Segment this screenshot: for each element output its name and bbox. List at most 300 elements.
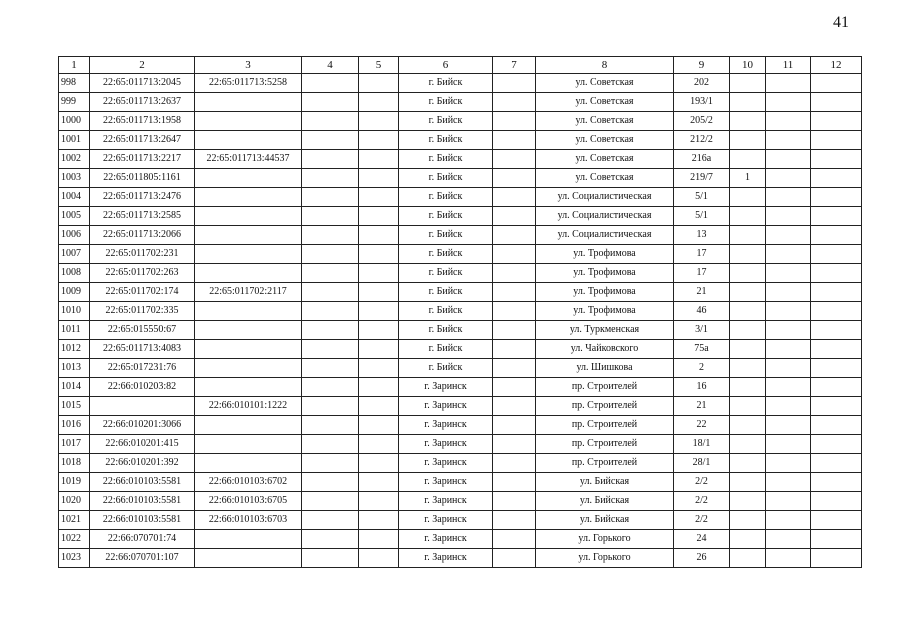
table-cell xyxy=(359,226,399,245)
table-cell xyxy=(359,549,399,568)
table-cell: ул. Бийская xyxy=(536,492,674,511)
table-cell xyxy=(766,454,811,473)
table-cell: 22:65:011702:231 xyxy=(90,245,195,264)
table-cell xyxy=(766,473,811,492)
table-cell: ул. Советская xyxy=(536,169,674,188)
table-cell xyxy=(766,321,811,340)
table-cell: 22:65:011713:2476 xyxy=(90,188,195,207)
table-cell: 22:66:010103:6703 xyxy=(195,511,302,530)
table-cell xyxy=(195,549,302,568)
table-cell: 1014 xyxy=(59,378,90,397)
table-cell xyxy=(493,492,536,511)
table-cell xyxy=(302,378,359,397)
table-cell xyxy=(195,93,302,112)
table-cell: 1011 xyxy=(59,321,90,340)
table-cell: 1 xyxy=(730,169,766,188)
table-cell: 193/1 xyxy=(674,93,730,112)
table-cell: г. Заринск xyxy=(399,435,493,454)
table-cell xyxy=(359,93,399,112)
table-cell xyxy=(493,435,536,454)
table-cell xyxy=(766,492,811,511)
table-cell xyxy=(811,226,862,245)
table-cell: ул. Бийская xyxy=(536,511,674,530)
table-cell xyxy=(730,397,766,416)
table-cell: 22:66:010103:5581 xyxy=(90,473,195,492)
table-cell: 22:65:011713:44537 xyxy=(195,150,302,169)
table-cell xyxy=(195,378,302,397)
table-cell: г. Бийск xyxy=(399,169,493,188)
table-cell xyxy=(302,416,359,435)
table-cell xyxy=(493,530,536,549)
table-cell xyxy=(493,150,536,169)
table-cell xyxy=(811,169,862,188)
table-cell: 1015 xyxy=(59,397,90,416)
table-row xyxy=(59,397,862,416)
table-cell: г. Заринск xyxy=(399,511,493,530)
table-cell xyxy=(766,226,811,245)
table-cell xyxy=(730,340,766,359)
table-cell: 22:65:015550:67 xyxy=(90,321,195,340)
table-cell xyxy=(493,283,536,302)
table-cell xyxy=(302,226,359,245)
table-cell xyxy=(766,378,811,397)
table-cell xyxy=(730,416,766,435)
table-cell xyxy=(766,131,811,150)
table-cell xyxy=(359,321,399,340)
table-cell xyxy=(359,188,399,207)
table-cell: ул. Трофимова xyxy=(536,283,674,302)
table-cell: 2 xyxy=(674,359,730,378)
column-header-5: 5 xyxy=(359,57,399,74)
table-cell xyxy=(493,511,536,530)
table-cell xyxy=(493,112,536,131)
table-cell xyxy=(811,112,862,131)
table-cell xyxy=(359,340,399,359)
table-cell: 22:65:011713:2045 xyxy=(90,74,195,93)
table-cell: 16 xyxy=(674,378,730,397)
table-cell xyxy=(359,454,399,473)
table-cell: 22:66:010201:415 xyxy=(90,435,195,454)
table-cell: ул. Социалистическая xyxy=(536,207,674,226)
table-cell xyxy=(811,93,862,112)
table-cell: ул. Шишкова xyxy=(536,359,674,378)
table-cell: 22:66:010201:3066 xyxy=(90,416,195,435)
table-row xyxy=(59,188,862,207)
table-cell xyxy=(766,207,811,226)
table-cell: ул. Трофимова xyxy=(536,302,674,321)
table-row xyxy=(59,321,862,340)
table-cell: 1007 xyxy=(59,245,90,264)
table-cell xyxy=(766,74,811,93)
table-cell xyxy=(493,245,536,264)
table-cell xyxy=(766,530,811,549)
table-cell xyxy=(359,397,399,416)
table-cell: ул. Горького xyxy=(536,530,674,549)
table-cell xyxy=(811,397,862,416)
table-cell xyxy=(730,226,766,245)
table-cell: г. Бийск xyxy=(399,112,493,131)
table-cell xyxy=(195,454,302,473)
table-cell xyxy=(493,207,536,226)
table-cell xyxy=(766,397,811,416)
table-cell: 22:65:011713:2585 xyxy=(90,207,195,226)
table-cell: г. Бийск xyxy=(399,150,493,169)
table-cell xyxy=(302,188,359,207)
table-cell xyxy=(493,321,536,340)
table-cell xyxy=(730,378,766,397)
table-cell: 1008 xyxy=(59,264,90,283)
table-cell xyxy=(302,530,359,549)
table-cell: г. Заринск xyxy=(399,549,493,568)
table-cell xyxy=(302,150,359,169)
table-cell: 22:65:011702:335 xyxy=(90,302,195,321)
table-cell xyxy=(493,340,536,359)
table-cell xyxy=(195,321,302,340)
table-cell: 22:66:010203:82 xyxy=(90,378,195,397)
table-cell: 5/1 xyxy=(674,207,730,226)
table-cell: 22:66:010201:392 xyxy=(90,454,195,473)
table-cell: 1002 xyxy=(59,150,90,169)
table-cell: г. Бийск xyxy=(399,131,493,150)
column-header-2: 2 xyxy=(90,57,195,74)
table-cell: г. Бийск xyxy=(399,264,493,283)
table-cell: 1023 xyxy=(59,549,90,568)
table-cell xyxy=(730,549,766,568)
table-cell: 202 xyxy=(674,74,730,93)
table-cell xyxy=(766,359,811,378)
table-row xyxy=(59,112,862,131)
table-cell: 22:66:010103:6702 xyxy=(195,473,302,492)
table-cell xyxy=(302,549,359,568)
table-cell: 13 xyxy=(674,226,730,245)
table-cell xyxy=(302,340,359,359)
table-row xyxy=(59,131,862,150)
table-cell: 1004 xyxy=(59,188,90,207)
table-row xyxy=(59,340,862,359)
table-cell: 22:65:011713:2217 xyxy=(90,150,195,169)
table-cell xyxy=(730,93,766,112)
table-cell: г. Бийск xyxy=(399,93,493,112)
table-cell: 1013 xyxy=(59,359,90,378)
table-cell: ул. Советская xyxy=(536,112,674,131)
table-cell xyxy=(811,207,862,226)
table-cell xyxy=(493,473,536,492)
table-cell xyxy=(195,207,302,226)
table-cell: г. Заринск xyxy=(399,397,493,416)
table-cell xyxy=(730,74,766,93)
table-cell xyxy=(730,454,766,473)
table-cell: ул. Советская xyxy=(536,131,674,150)
table-cell: ул. Трофимова xyxy=(536,264,674,283)
table-cell: 1020 xyxy=(59,492,90,511)
table-cell: 22:66:070701:107 xyxy=(90,549,195,568)
header-row xyxy=(59,57,862,74)
table-cell xyxy=(195,245,302,264)
table-cell xyxy=(811,74,862,93)
table-cell xyxy=(493,549,536,568)
table-cell xyxy=(811,378,862,397)
table-cell xyxy=(195,340,302,359)
table-cell xyxy=(302,435,359,454)
table-cell: 22:65:011702:263 xyxy=(90,264,195,283)
table-cell xyxy=(766,169,811,188)
table-cell xyxy=(730,112,766,131)
table-cell xyxy=(195,169,302,188)
table-cell: ул. Горького xyxy=(536,549,674,568)
table-cell xyxy=(493,169,536,188)
table-cell: 28/1 xyxy=(674,454,730,473)
table-cell xyxy=(493,302,536,321)
table-cell: 22:65:011713:1958 xyxy=(90,112,195,131)
table-cell: 22:65:011713:4083 xyxy=(90,340,195,359)
table-cell xyxy=(195,112,302,131)
table-cell: 22:66:010103:5581 xyxy=(90,492,195,511)
table-cell: пр. Строителей xyxy=(536,454,674,473)
table-cell xyxy=(730,150,766,169)
table-row xyxy=(59,302,862,321)
table-cell xyxy=(766,188,811,207)
table-cell: 1018 xyxy=(59,454,90,473)
table-cell xyxy=(811,416,862,435)
table-row xyxy=(59,150,862,169)
table-cell: г. Бийск xyxy=(399,74,493,93)
table-cell xyxy=(195,188,302,207)
table-row xyxy=(59,226,862,245)
table-cell: 26 xyxy=(674,549,730,568)
column-header-8: 8 xyxy=(536,57,674,74)
table-cell xyxy=(359,74,399,93)
table-cell xyxy=(359,302,399,321)
table-cell: ул. Туркменская xyxy=(536,321,674,340)
table-cell: г. Заринск xyxy=(399,530,493,549)
table-cell xyxy=(730,207,766,226)
table-cell: 22:66:070701:74 xyxy=(90,530,195,549)
table-cell xyxy=(302,283,359,302)
table-cell xyxy=(302,264,359,283)
table-cell xyxy=(359,511,399,530)
table-cell xyxy=(359,378,399,397)
column-header-6: 6 xyxy=(399,57,493,74)
table-cell: 21 xyxy=(674,397,730,416)
table-cell xyxy=(493,93,536,112)
table-row xyxy=(59,549,862,568)
table-cell: г. Бийск xyxy=(399,207,493,226)
table-cell: 216а xyxy=(674,150,730,169)
table-row xyxy=(59,492,862,511)
table-cell: 2/2 xyxy=(674,473,730,492)
table-cell xyxy=(302,454,359,473)
column-header-9: 9 xyxy=(674,57,730,74)
table-cell xyxy=(766,93,811,112)
table-cell: 17 xyxy=(674,264,730,283)
table-cell xyxy=(730,245,766,264)
column-header-4: 4 xyxy=(302,57,359,74)
table-cell: 2/2 xyxy=(674,511,730,530)
table-cell xyxy=(730,302,766,321)
table-cell xyxy=(730,131,766,150)
table-cell: 1001 xyxy=(59,131,90,150)
table-cell xyxy=(766,549,811,568)
table-cell: 219/7 xyxy=(674,169,730,188)
table-cell xyxy=(730,283,766,302)
table-cell: пр. Строителей xyxy=(536,435,674,454)
table-cell: г. Заринск xyxy=(399,378,493,397)
table-cell xyxy=(195,131,302,150)
table-cell xyxy=(302,321,359,340)
table-cell: пр. Строителей xyxy=(536,378,674,397)
table-cell xyxy=(493,416,536,435)
table-cell: г. Бийск xyxy=(399,188,493,207)
table-cell xyxy=(730,530,766,549)
table-cell: ул. Трофимова xyxy=(536,245,674,264)
table-cell: г. Бийск xyxy=(399,245,493,264)
table-cell: пр. Строителей xyxy=(536,397,674,416)
table-cell xyxy=(811,454,862,473)
table-cell: 22:65:011713:5258 xyxy=(195,74,302,93)
table-cell xyxy=(359,435,399,454)
table-cell: г. Бийск xyxy=(399,359,493,378)
table-cell: 22:65:011713:2637 xyxy=(90,93,195,112)
table-row xyxy=(59,264,862,283)
table-cell xyxy=(359,112,399,131)
table-row xyxy=(59,245,862,264)
table-cell: 1016 xyxy=(59,416,90,435)
table-cell xyxy=(811,150,862,169)
table-cell xyxy=(493,359,536,378)
table-cell xyxy=(811,264,862,283)
table-cell: 22:66:010103:6705 xyxy=(195,492,302,511)
table-cell xyxy=(302,492,359,511)
column-header-1: 1 xyxy=(59,57,90,74)
table-cell xyxy=(359,131,399,150)
column-header-10: 10 xyxy=(730,57,766,74)
table-cell xyxy=(359,150,399,169)
table-cell: 22:65:011713:2647 xyxy=(90,131,195,150)
table-cell: г. Бийск xyxy=(399,340,493,359)
table-cell xyxy=(766,511,811,530)
table-cell: 999 xyxy=(59,93,90,112)
table-cell xyxy=(811,473,862,492)
table-cell xyxy=(730,359,766,378)
table-cell: 18/1 xyxy=(674,435,730,454)
table-cell: ул. Советская xyxy=(536,150,674,169)
table-cell xyxy=(811,492,862,511)
table-cell xyxy=(302,245,359,264)
table-cell xyxy=(195,435,302,454)
table-cell xyxy=(730,188,766,207)
table-cell xyxy=(811,245,862,264)
table-cell xyxy=(766,245,811,264)
table-cell xyxy=(811,302,862,321)
table-cell xyxy=(766,340,811,359)
table-cell: ул. Бийская xyxy=(536,473,674,492)
table-cell: 21 xyxy=(674,283,730,302)
table-cell: 22:66:010101:1222 xyxy=(195,397,302,416)
table-cell xyxy=(359,207,399,226)
table-cell xyxy=(359,245,399,264)
table-cell xyxy=(730,321,766,340)
table-cell xyxy=(766,264,811,283)
table-cell xyxy=(195,302,302,321)
table-cell: 3/1 xyxy=(674,321,730,340)
table-cell xyxy=(811,359,862,378)
table-row xyxy=(59,169,862,188)
table-cell xyxy=(730,511,766,530)
table-row xyxy=(59,511,862,530)
table-cell xyxy=(766,150,811,169)
table-cell: ул. Социалистическая xyxy=(536,188,674,207)
table-cell xyxy=(302,207,359,226)
table-cell xyxy=(195,530,302,549)
table-cell xyxy=(359,492,399,511)
table-cell: 205/2 xyxy=(674,112,730,131)
table-cell xyxy=(302,131,359,150)
table-cell xyxy=(302,473,359,492)
table-cell: ул. Социалистическая xyxy=(536,226,674,245)
table-cell xyxy=(766,283,811,302)
table-cell: 22:65:011713:2066 xyxy=(90,226,195,245)
table-cell xyxy=(359,169,399,188)
table-cell xyxy=(302,112,359,131)
table-cell xyxy=(359,530,399,549)
table-cell: 24 xyxy=(674,530,730,549)
table-cell xyxy=(766,302,811,321)
table-cell xyxy=(730,473,766,492)
table-cell: 22:65:017231:76 xyxy=(90,359,195,378)
table-row xyxy=(59,283,862,302)
table-cell xyxy=(302,302,359,321)
table-cell xyxy=(730,435,766,454)
column-header-3: 3 xyxy=(195,57,302,74)
table-cell: 1019 xyxy=(59,473,90,492)
table-cell xyxy=(302,359,359,378)
table-cell xyxy=(811,283,862,302)
table-cell: 1006 xyxy=(59,226,90,245)
table-cell: г. Заринск xyxy=(399,454,493,473)
table-cell xyxy=(811,321,862,340)
table-row xyxy=(59,416,862,435)
table-cell xyxy=(811,530,862,549)
table-cell xyxy=(811,131,862,150)
table-cell xyxy=(195,416,302,435)
table-cell: 1021 xyxy=(59,511,90,530)
page-number: 41 xyxy=(833,14,849,31)
table-cell xyxy=(359,416,399,435)
table-cell: 2/2 xyxy=(674,492,730,511)
table-cell xyxy=(493,264,536,283)
table-cell: 1009 xyxy=(59,283,90,302)
table-row xyxy=(59,74,862,93)
table-cell xyxy=(493,378,536,397)
table-row xyxy=(59,207,862,226)
table-cell xyxy=(359,473,399,492)
table-cell: г. Заринск xyxy=(399,492,493,511)
table-cell xyxy=(195,359,302,378)
table-cell: 1017 xyxy=(59,435,90,454)
column-header-12: 12 xyxy=(811,57,862,74)
table-cell xyxy=(730,264,766,283)
table-cell: г. Заринск xyxy=(399,416,493,435)
table-cell: 17 xyxy=(674,245,730,264)
table-cell: г. Заринск xyxy=(399,473,493,492)
table-cell: ул. Чайковского xyxy=(536,340,674,359)
table-cell xyxy=(766,416,811,435)
column-header-11: 11 xyxy=(766,57,811,74)
table-cell xyxy=(302,511,359,530)
column-header-7: 7 xyxy=(493,57,536,74)
table-cell xyxy=(493,397,536,416)
table-row xyxy=(59,454,862,473)
